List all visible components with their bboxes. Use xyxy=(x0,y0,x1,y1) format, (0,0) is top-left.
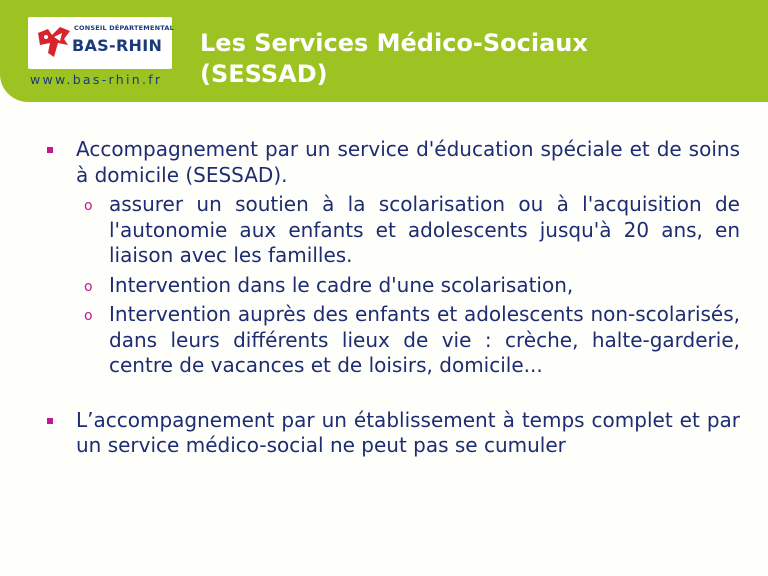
circle-bullet-icon: o xyxy=(84,198,93,214)
slide-header xyxy=(0,0,768,102)
slide-content xyxy=(0,137,768,459)
bas-rhin-logo xyxy=(28,17,172,69)
sub-bullet-item xyxy=(84,192,740,269)
logo-name-text: BAS-RHIN xyxy=(72,36,163,55)
bullet-text: Accompagnement par un service d'éducation spéciale et de soins à domicile (SESSAD). xyxy=(76,137,740,187)
bullet-text: L’accompagnement par un établissement à temps complet et par un service médico-social ne peut pas se cumuler xyxy=(76,407,740,457)
sub-bullet-item xyxy=(84,302,740,379)
bas-rhin-emblem-icon xyxy=(34,23,74,63)
bullet-item xyxy=(76,137,740,188)
sub-bullet-text: Intervention dans le cadre d'une scolarisation, xyxy=(109,272,574,297)
square-bullet-icon xyxy=(47,418,53,424)
title-line-1: Les Services Médico-Sociaux xyxy=(200,29,588,57)
sub-bullet-item xyxy=(84,272,740,299)
logo-conseil-text: CONSEIL DÉPARTEMENTAL xyxy=(74,24,174,32)
bullet-item xyxy=(76,408,740,459)
circle-bullet-icon: o xyxy=(84,308,93,324)
square-bullet-icon xyxy=(47,147,53,153)
sub-bullet-text: assurer un soutien à la scolarisation ou à l'acquisition de l'autonomie aux enfants et adolescents jusqu'à 20 ans, en liaison avec les familles. xyxy=(109,192,740,267)
slide-title xyxy=(200,28,740,90)
title-line-2: (SESSAD) xyxy=(200,60,328,88)
sub-bullet-text: Intervention auprès des enfants et adolescents non-scolarisés, dans leurs différents lieux de vie : crèche, halte-garderie, centre de vacances et de loisirs, domicile... xyxy=(109,302,740,377)
circle-bullet-icon: o xyxy=(84,278,93,295)
site-url: www.bas-rhin.fr xyxy=(30,72,163,87)
